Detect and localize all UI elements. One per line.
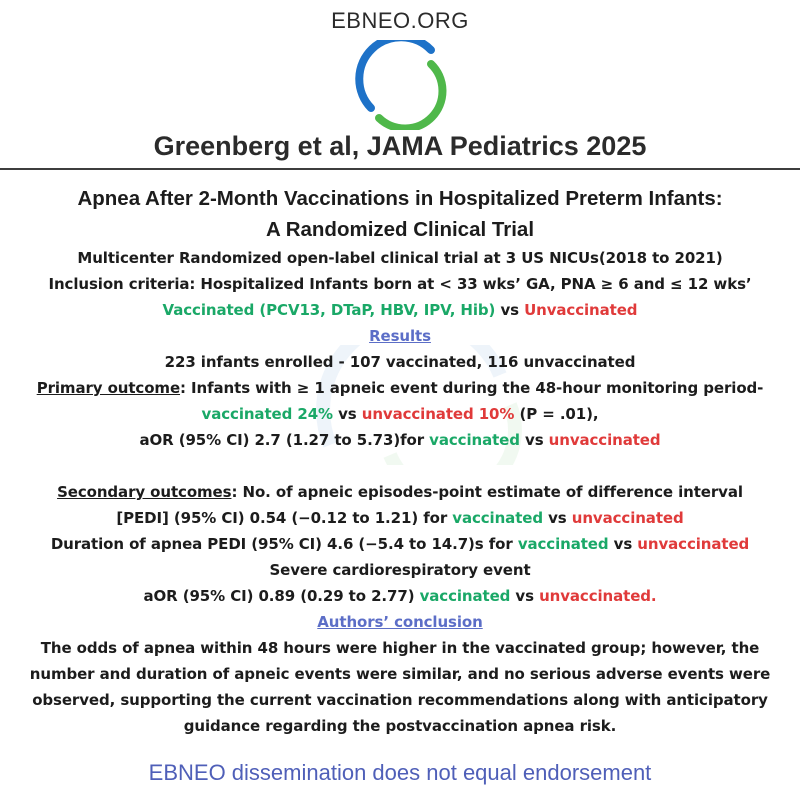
- site-name: EBNEO.ORG: [331, 8, 469, 33]
- header-divider: [0, 168, 800, 170]
- secondary-duration-unvaccinated: unvaccinated: [637, 535, 750, 553]
- ebneo-logo-icon: [349, 40, 451, 130]
- primary-aor-text: aOR (95% CI) 2.7 (1.27 to 5.73)for: [139, 431, 425, 449]
- secondary-outcome-line1: [0, 479, 800, 505]
- primary-vaccinated: vaccinated 24%: [201, 405, 333, 423]
- secondary-outcome-line2: [0, 505, 800, 531]
- primary-unvaccinated: unvaccinated 10%: [361, 405, 515, 423]
- logo-green-arc: [379, 64, 442, 128]
- arm-unvaccinated: Unvaccinated: [524, 301, 638, 319]
- secondary-duration-text: Duration of apnea PEDI (95% CI) 4.6 (−5.4 to 14.7)s for: [50, 535, 513, 553]
- summary-body: [0, 176, 800, 739]
- primary-aor-unvaccinated: unvaccinated: [548, 431, 661, 449]
- article-title: [0, 183, 800, 245]
- secondary-outcome-label: Secondary outcomes: [57, 483, 232, 501]
- conclusion-heading: Authors’ conclusion: [317, 613, 483, 631]
- secondary-aor-vs: vs: [515, 587, 534, 605]
- study-arms: [0, 297, 800, 323]
- primary-p-value: (P = .01),: [519, 405, 599, 423]
- enrollment: 223 infants enrolled - 107 vaccinated, 116 unvaccinated: [164, 353, 636, 371]
- results-heading: Results: [369, 327, 431, 345]
- conclusion-text: The odds of apnea within 48 hours were higher in the vaccinated group; however, the number and duration of apneic events were similar, and no serious adverse events were observed, supporting the current vaccination recommendations along with anticipatory guidance regarding the postvaccination apnea risk.: [29, 639, 771, 735]
- secondary-outcome-line4: Severe cardiorespiratory event: [269, 561, 531, 579]
- primary-outcome-text: : Infants with ≥ 1 apneic event during the 48-hour monitoring period-: [180, 379, 764, 397]
- article-title-line1: Apnea After 2-Month Vaccinations in Hospitalized Preterm Infants:: [77, 187, 723, 210]
- arm-vs: vs: [500, 301, 519, 319]
- primary-aor-vaccinated: vaccinated: [429, 431, 520, 449]
- secondary-pedi-unvaccinated: unvaccinated: [571, 509, 684, 527]
- primary-vs: vs: [338, 405, 357, 423]
- secondary-outcome-line5: [0, 583, 800, 609]
- secondary-pedi-vs: vs: [548, 509, 567, 527]
- arm-vaccinated: Vaccinated (PCV13, DTaP, HBV, IPV, Hib): [162, 301, 496, 319]
- primary-aor-vs: vs: [525, 431, 544, 449]
- primary-outcome: [0, 375, 800, 401]
- secondary-outcome-line3: [0, 531, 800, 557]
- secondary-duration-vaccinated: vaccinated: [517, 535, 609, 553]
- primary-result: [0, 401, 800, 427]
- inclusion-criteria: Inclusion criteria: Hospitalized Infants born at < 33 wks’ GA, PNA ≥ 6 and ≤ 12 wks’: [48, 275, 752, 293]
- article-title-line2: A Randomized Clinical Trial: [265, 218, 535, 241]
- secondary-outcome-text: : No. of apneic episodes-point estimate of difference interval: [231, 483, 743, 501]
- secondary-aor-unvaccinated: unvaccinated.: [539, 587, 657, 605]
- secondary-aor-vaccinated: vaccinated: [419, 587, 511, 605]
- logo-blue-arc: [359, 40, 431, 108]
- study-design: Multicenter Randomized open-label clinical trial at 3 US NICUs(2018 to 2021): [77, 249, 723, 267]
- citation-title: Greenberg et al, JAMA Pediatrics 2025: [153, 131, 647, 161]
- primary-outcome-label: Primary outcome: [36, 379, 181, 397]
- secondary-pedi-vaccinated: vaccinated: [452, 509, 543, 527]
- footer-disclaimer: EBNEO dissemination does not equal endorsement: [148, 760, 652, 785]
- secondary-aor-text: aOR (95% CI) 0.89 (0.29 to 2.77): [143, 587, 415, 605]
- spacer: [0, 453, 800, 479]
- primary-aor: [0, 427, 800, 453]
- secondary-pedi-text: [PEDI] (95% CI) 0.54 (−0.12 to 1.21) for: [116, 509, 448, 527]
- secondary-duration-vs: vs: [613, 535, 633, 553]
